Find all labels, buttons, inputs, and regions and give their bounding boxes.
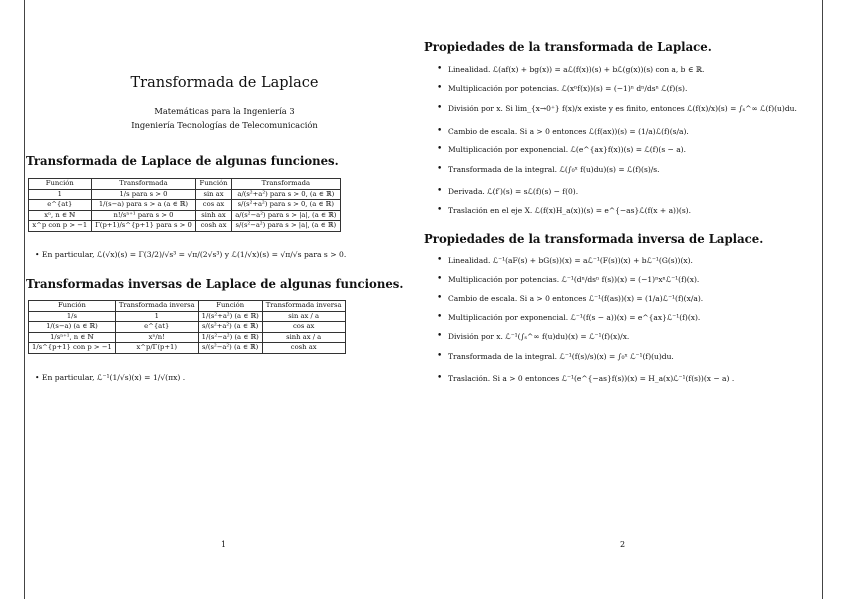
note-text: En particular, ℒ⁻¹(1/√s)(x) = 1/√(πx) . xyxy=(41,373,186,382)
subtitle-course: Matemáticas para la Ingeniería 3 xyxy=(154,106,295,116)
page-1 xyxy=(24,0,425,599)
subtitle-degree: Ingeniería Tecnologías de Telecomunicación xyxy=(131,120,318,130)
table-cell: Γ(p+1)/s^{p+1} para s > 0 xyxy=(91,221,196,232)
table-cell: s/(s²−a²) para s > |a|, (a ∈ ℝ) xyxy=(231,221,340,232)
table-cell: s/(s²+a²) para s > 0, (a ∈ ℝ) xyxy=(231,200,340,211)
table-header-cell: Transformada inversa xyxy=(262,301,345,312)
table-cell: 1/(s−a) para s > a (a ∈ ℝ) xyxy=(91,200,196,211)
table-cell: 1 xyxy=(29,189,92,200)
table-row xyxy=(29,322,346,333)
table-cell: xⁿ/n! xyxy=(115,332,198,343)
note-particular-transform xyxy=(35,250,346,259)
table-cell: 1/(s−a) (a ∈ ℝ) xyxy=(29,322,116,333)
table-cell: s/(s²−a²) (a ∈ ℝ) xyxy=(198,343,262,354)
table-cell: xⁿ, n ∈ ℕ xyxy=(29,210,92,221)
table-row xyxy=(29,311,346,322)
table-header-row xyxy=(29,179,341,190)
table-cell: cosh ax xyxy=(196,221,231,232)
list-item: • Linealidad. ℒ⁻¹(aF(s) + bG(s))(x) = aℒ⁻¹(F(s))(x) + bℒ⁻¹(G(s))(x). xyxy=(434,256,693,265)
table-row xyxy=(29,189,341,200)
list-item: • Multiplicación por exponencial. ℒ⁻¹(f(s − a))(x) = e^{ax}ℒ⁻¹(f)(x). xyxy=(434,313,700,322)
page-number: 2 xyxy=(620,540,626,549)
list-item: • Multiplicación por exponencial. ℒ(e^{ax}f(x))(s) = ℒ(f)(s − a). xyxy=(434,145,686,154)
list-item: • División por x. Si lim_{x→0⁺} f(x)/x existe y es finito, entonces ℒ(f(x)/x)(s) = ∫ₛ^∞ ℒ(f)(u)du. xyxy=(434,104,797,113)
list-item: • Transformada de la integral. ℒ(∫₀ˣ f(u)du)(s) = ℒ(f)(s)/s. xyxy=(434,165,660,174)
table-cell: 1 xyxy=(115,311,198,322)
table-cell: sinh ax / a xyxy=(262,332,345,343)
table-row xyxy=(29,200,341,211)
list-item: • Traslación. Si a > 0 entonces ℒ⁻¹(e^{−as}f(s))(x) = H_a(x)ℒ⁻¹(f(s))(x − a) . xyxy=(434,374,734,383)
table-cell: 1/s^{p+1} con p > −1 xyxy=(29,343,116,354)
table-cell: sinh ax xyxy=(196,210,231,221)
list-item: • División por x. ℒ⁻¹(∫ₛ^∞ f(u)du)(x) = ℒ⁻¹(f)(x)/x. xyxy=(434,332,629,341)
note-particular-inverse xyxy=(35,373,185,382)
table-header-cell: Función xyxy=(29,179,92,190)
table-cell: cos ax xyxy=(262,322,345,333)
table-cell: n!/sⁿ⁺¹ para s > 0 xyxy=(91,210,196,221)
table-header-cell: Función xyxy=(29,301,116,312)
table-cell: s/(s²+a²) (a ∈ ℝ) xyxy=(198,322,262,333)
page-number: 1 xyxy=(221,540,227,549)
table-cell: sin ax / a xyxy=(262,311,345,322)
list-item: • Cambio de escala. Si a > 0 entonces ℒ(f(ax))(s) = (1/a)ℒ(f)(s/a). xyxy=(434,127,689,136)
table-cell: 1/s para s > 0 xyxy=(91,189,196,200)
table-cell: 1/(s²−a²) (a ∈ ℝ) xyxy=(198,332,262,343)
note-text: En particular, ℒ(√x)(s) = Γ(3/2)/√s³ = √π/(2√s³) y ℒ(1/√x)(s) = √π/√s para s > 0. xyxy=(41,250,347,259)
table-cell: sin ax xyxy=(196,189,231,200)
table-row xyxy=(29,210,341,221)
page-2 xyxy=(424,0,823,599)
list-item: • Multiplicación por potencias. ℒ⁻¹(dⁿ/dsⁿ f(s))(x) = (−1)ⁿxⁿℒ⁻¹(f)(x). xyxy=(434,275,699,284)
bullet-icon: • xyxy=(35,373,42,382)
table-row xyxy=(29,343,346,354)
table-cell: cosh ax xyxy=(262,343,345,354)
table-row xyxy=(29,332,346,343)
table-cell: e^{at} xyxy=(29,200,92,211)
list-item: • Linealidad. ℒ(af(x) + bg(x)) = aℒ(f(x))(s) + bℒ(g(x))(s) con a, b ∈ ℝ. xyxy=(434,65,704,74)
table-cell: e^{at} xyxy=(115,322,198,333)
table-header-cell: Función xyxy=(196,179,231,190)
table-cell: 1/(s²+a²) (a ∈ ℝ) xyxy=(198,311,262,322)
table-cell: x^p con p > −1 xyxy=(29,221,92,232)
table-header-row xyxy=(29,301,346,312)
section-properties-heading: Propiedades de la transformada de Laplace. xyxy=(424,40,712,54)
table-header-cell: Función xyxy=(198,301,262,312)
table-header-cell: Transformada xyxy=(91,179,196,190)
table-cell: cos ax xyxy=(196,200,231,211)
table-header-cell: Transformada inversa xyxy=(115,301,198,312)
list-item: • Transformada de la integral. ℒ⁻¹(f(s)/s)(x) = ∫₀ˣ ℒ⁻¹(f)(u)du. xyxy=(434,352,674,361)
list-item: • Derivada. ℒ(f′)(s) = sℒ(f)(s) − f(0). xyxy=(434,187,578,196)
inverse-transforms-table xyxy=(28,300,346,354)
table-cell: x^p/Γ(p+1) xyxy=(115,343,198,354)
table-cell: 1/sⁿ⁺¹, n ∈ ℕ xyxy=(29,332,116,343)
section-transforms-heading: Transformada de Laplace de algunas funciones. xyxy=(26,154,339,168)
table-cell: 1/s xyxy=(29,311,116,322)
table-header-cell: Transformada xyxy=(231,179,340,190)
section-inverse-properties-heading: Propiedades de la transformada inversa de Laplace. xyxy=(424,232,764,246)
list-item: • Cambio de escala. Si a > 0 entonces ℒ⁻¹(f(as))(x) = (1/a)ℒ⁻¹(f)(x/a). xyxy=(434,294,703,303)
list-item: • Traslación en el eje X. ℒ(f(x)H_a(x))(s) = e^{−as}ℒ(f(x + a))(s). xyxy=(434,206,691,215)
table-row xyxy=(29,221,341,232)
table-cell: a/(s²+a²) para s > 0, (a ∈ ℝ) xyxy=(231,189,340,200)
bullet-icon: • xyxy=(35,250,42,259)
document-title: Transformada de Laplace xyxy=(130,75,319,91)
transforms-table xyxy=(28,178,341,232)
section-inverse-heading: Transformadas inversas de Laplace de algunas funciones. xyxy=(26,277,404,291)
list-item: • Multiplicación por potencias. ℒ(xⁿf(x))(s) = (−1)ⁿ dⁿ/dsⁿ ℒ(f)(s). xyxy=(434,84,687,93)
table-cell: a/(s²−a²) para s > |a|, (a ∈ ℝ) xyxy=(231,210,340,221)
